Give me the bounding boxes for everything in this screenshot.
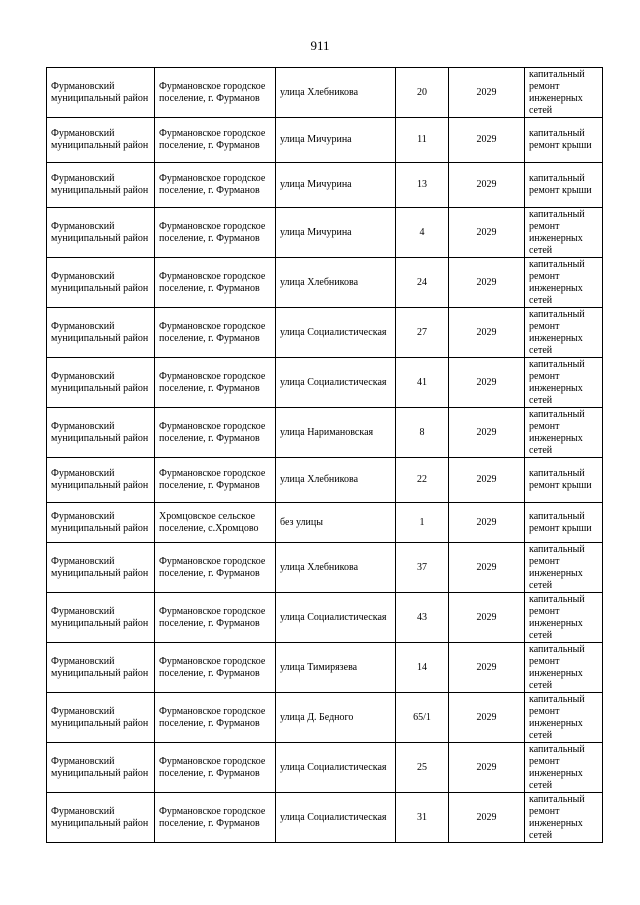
district-cell: Фурмановский муниципальный район bbox=[47, 503, 155, 543]
district-cell: Фурмановский муниципальный район bbox=[47, 693, 155, 743]
year-cell: 2029 bbox=[449, 258, 525, 308]
table-row bbox=[47, 793, 603, 843]
table-row bbox=[47, 118, 603, 163]
table-row bbox=[47, 68, 603, 118]
settlement-cell: Фурмановское городское поселение, г. Фурманов bbox=[155, 163, 276, 208]
work-type-cell: капитальный ремонт крыши bbox=[525, 503, 603, 543]
table-row bbox=[47, 208, 603, 258]
district-cell: Фурмановский муниципальный район bbox=[47, 163, 155, 208]
street-cell: улица Д. Бедного bbox=[276, 693, 396, 743]
street-cell: улица Мичурина bbox=[276, 118, 396, 163]
house-number-cell: 13 bbox=[396, 163, 449, 208]
street-cell: улица Социалистическая bbox=[276, 593, 396, 643]
house-number-cell: 14 bbox=[396, 643, 449, 693]
street-cell: улица Социалистическая bbox=[276, 743, 396, 793]
year-cell: 2029 bbox=[449, 743, 525, 793]
district-cell: Фурмановский муниципальный район bbox=[47, 743, 155, 793]
district-cell: Фурмановский муниципальный район bbox=[47, 458, 155, 503]
settlement-cell: Фурмановское городское поселение, г. Фурманов bbox=[155, 743, 276, 793]
district-cell: Фурмановский муниципальный район bbox=[47, 793, 155, 843]
street-cell: улица Социалистическая bbox=[276, 793, 396, 843]
work-type-cell: капитальный ремонт инженерных сетей bbox=[525, 793, 603, 843]
settlement-cell: Фурмановское городское поселение, г. Фурманов bbox=[155, 458, 276, 503]
work-type-cell: капитальный ремонт инженерных сетей bbox=[525, 408, 603, 458]
year-cell: 2029 bbox=[449, 308, 525, 358]
settlement-cell: Фурмановское городское поселение, г. Фурманов bbox=[155, 258, 276, 308]
year-cell: 2029 bbox=[449, 543, 525, 593]
year-cell: 2029 bbox=[449, 793, 525, 843]
settlement-cell: Фурмановское городское поселение, г. Фурманов bbox=[155, 643, 276, 693]
street-cell: улица Хлебникова bbox=[276, 68, 396, 118]
work-type-cell: капитальный ремонт инженерных сетей bbox=[525, 693, 603, 743]
house-number-cell: 22 bbox=[396, 458, 449, 503]
settlement-cell: Фурмановское городское поселение, г. Фурманов bbox=[155, 208, 276, 258]
table-row bbox=[47, 693, 603, 743]
table-row bbox=[47, 358, 603, 408]
work-type-cell: капитальный ремонт инженерных сетей bbox=[525, 258, 603, 308]
year-cell: 2029 bbox=[449, 163, 525, 208]
work-type-cell: капитальный ремонт инженерных сетей bbox=[525, 543, 603, 593]
district-cell: Фурмановский муниципальный район bbox=[47, 258, 155, 308]
district-cell: Фурмановский муниципальный район bbox=[47, 118, 155, 163]
house-number-cell: 24 bbox=[396, 258, 449, 308]
repair-schedule-table bbox=[46, 67, 603, 843]
work-type-cell: капитальный ремонт инженерных сетей bbox=[525, 743, 603, 793]
house-number-cell: 65/1 bbox=[396, 693, 449, 743]
house-number-cell: 31 bbox=[396, 793, 449, 843]
page-number: 911 bbox=[310, 38, 330, 53]
settlement-cell: Фурмановское городское поселение, г. Фурманов bbox=[155, 118, 276, 163]
street-cell: улица Наримановская bbox=[276, 408, 396, 458]
settlement-cell: Фурмановское городское поселение, г. Фурманов bbox=[155, 793, 276, 843]
work-type-cell: капитальный ремонт крыши bbox=[525, 118, 603, 163]
house-number-cell: 11 bbox=[396, 118, 449, 163]
settlement-cell: Фурмановское городское поселение, г. Фурманов bbox=[155, 68, 276, 118]
table-body bbox=[47, 68, 603, 843]
table-row bbox=[47, 458, 603, 503]
year-cell: 2029 bbox=[449, 68, 525, 118]
street-cell: улица Хлебникова bbox=[276, 258, 396, 308]
year-cell: 2029 bbox=[449, 593, 525, 643]
district-cell: Фурмановский муниципальный район bbox=[47, 68, 155, 118]
district-cell: Фурмановский муниципальный район bbox=[47, 308, 155, 358]
work-type-cell: капитальный ремонт инженерных сетей bbox=[525, 643, 603, 693]
work-type-cell: капитальный ремонт крыши bbox=[525, 163, 603, 208]
house-number-cell: 4 bbox=[396, 208, 449, 258]
house-number-cell: 37 bbox=[396, 543, 449, 593]
street-cell: улица Социалистическая bbox=[276, 358, 396, 408]
work-type-cell: капитальный ремонт инженерных сетей bbox=[525, 593, 603, 643]
table-row bbox=[47, 408, 603, 458]
street-cell: улица Хлебникова bbox=[276, 458, 396, 503]
settlement-cell: Хромцовское сельское поселение, с.Хромцово bbox=[155, 503, 276, 543]
table-row bbox=[47, 643, 603, 693]
house-number-cell: 1 bbox=[396, 503, 449, 543]
year-cell: 2029 bbox=[449, 693, 525, 743]
work-type-cell: капитальный ремонт инженерных сетей bbox=[525, 68, 603, 118]
street-cell: улица Хлебникова bbox=[276, 543, 396, 593]
year-cell: 2029 bbox=[449, 408, 525, 458]
house-number-cell: 27 bbox=[396, 308, 449, 358]
house-number-cell: 20 bbox=[396, 68, 449, 118]
work-type-cell: капитальный ремонт инженерных сетей bbox=[525, 358, 603, 408]
year-cell: 2029 bbox=[449, 208, 525, 258]
settlement-cell: Фурмановское городское поселение, г. Фурманов bbox=[155, 593, 276, 643]
house-number-cell: 43 bbox=[396, 593, 449, 643]
district-cell: Фурмановский муниципальный район bbox=[47, 593, 155, 643]
work-type-cell: капитальный ремонт инженерных сетей bbox=[525, 308, 603, 358]
settlement-cell: Фурмановское городское поселение, г. Фурманов bbox=[155, 408, 276, 458]
house-number-cell: 8 bbox=[396, 408, 449, 458]
street-cell: улица Социалистическая bbox=[276, 308, 396, 358]
table-row bbox=[47, 593, 603, 643]
year-cell: 2029 bbox=[449, 118, 525, 163]
street-cell: улица Мичурина bbox=[276, 208, 396, 258]
district-cell: Фурмановский муниципальный район bbox=[47, 208, 155, 258]
year-cell: 2029 bbox=[449, 458, 525, 503]
house-number-cell: 25 bbox=[396, 743, 449, 793]
table-row bbox=[47, 503, 603, 543]
district-cell: Фурмановский муниципальный район bbox=[47, 643, 155, 693]
table-row bbox=[47, 308, 603, 358]
house-number-cell: 41 bbox=[396, 358, 449, 408]
work-type-cell: капитальный ремонт крыши bbox=[525, 458, 603, 503]
table-row bbox=[47, 163, 603, 208]
table-row bbox=[47, 743, 603, 793]
street-cell: улица Мичурина bbox=[276, 163, 396, 208]
district-cell: Фурмановский муниципальный район bbox=[47, 358, 155, 408]
year-cell: 2029 bbox=[449, 643, 525, 693]
settlement-cell: Фурмановское городское поселение, г. Фурманов bbox=[155, 693, 276, 743]
street-cell: улица Тимирязева bbox=[276, 643, 396, 693]
district-cell: Фурмановский муниципальный район bbox=[47, 408, 155, 458]
year-cell: 2029 bbox=[449, 503, 525, 543]
settlement-cell: Фурмановское городское поселение, г. Фурманов bbox=[155, 543, 276, 593]
work-type-cell: капитальный ремонт инженерных сетей bbox=[525, 208, 603, 258]
table-row bbox=[47, 258, 603, 308]
table-row bbox=[47, 543, 603, 593]
year-cell: 2029 bbox=[449, 358, 525, 408]
district-cell: Фурмановский муниципальный район bbox=[47, 543, 155, 593]
settlement-cell: Фурмановское городское поселение, г. Фурманов bbox=[155, 308, 276, 358]
settlement-cell: Фурмановское городское поселение, г. Фурманов bbox=[155, 358, 276, 408]
street-cell: без улицы bbox=[276, 503, 396, 543]
